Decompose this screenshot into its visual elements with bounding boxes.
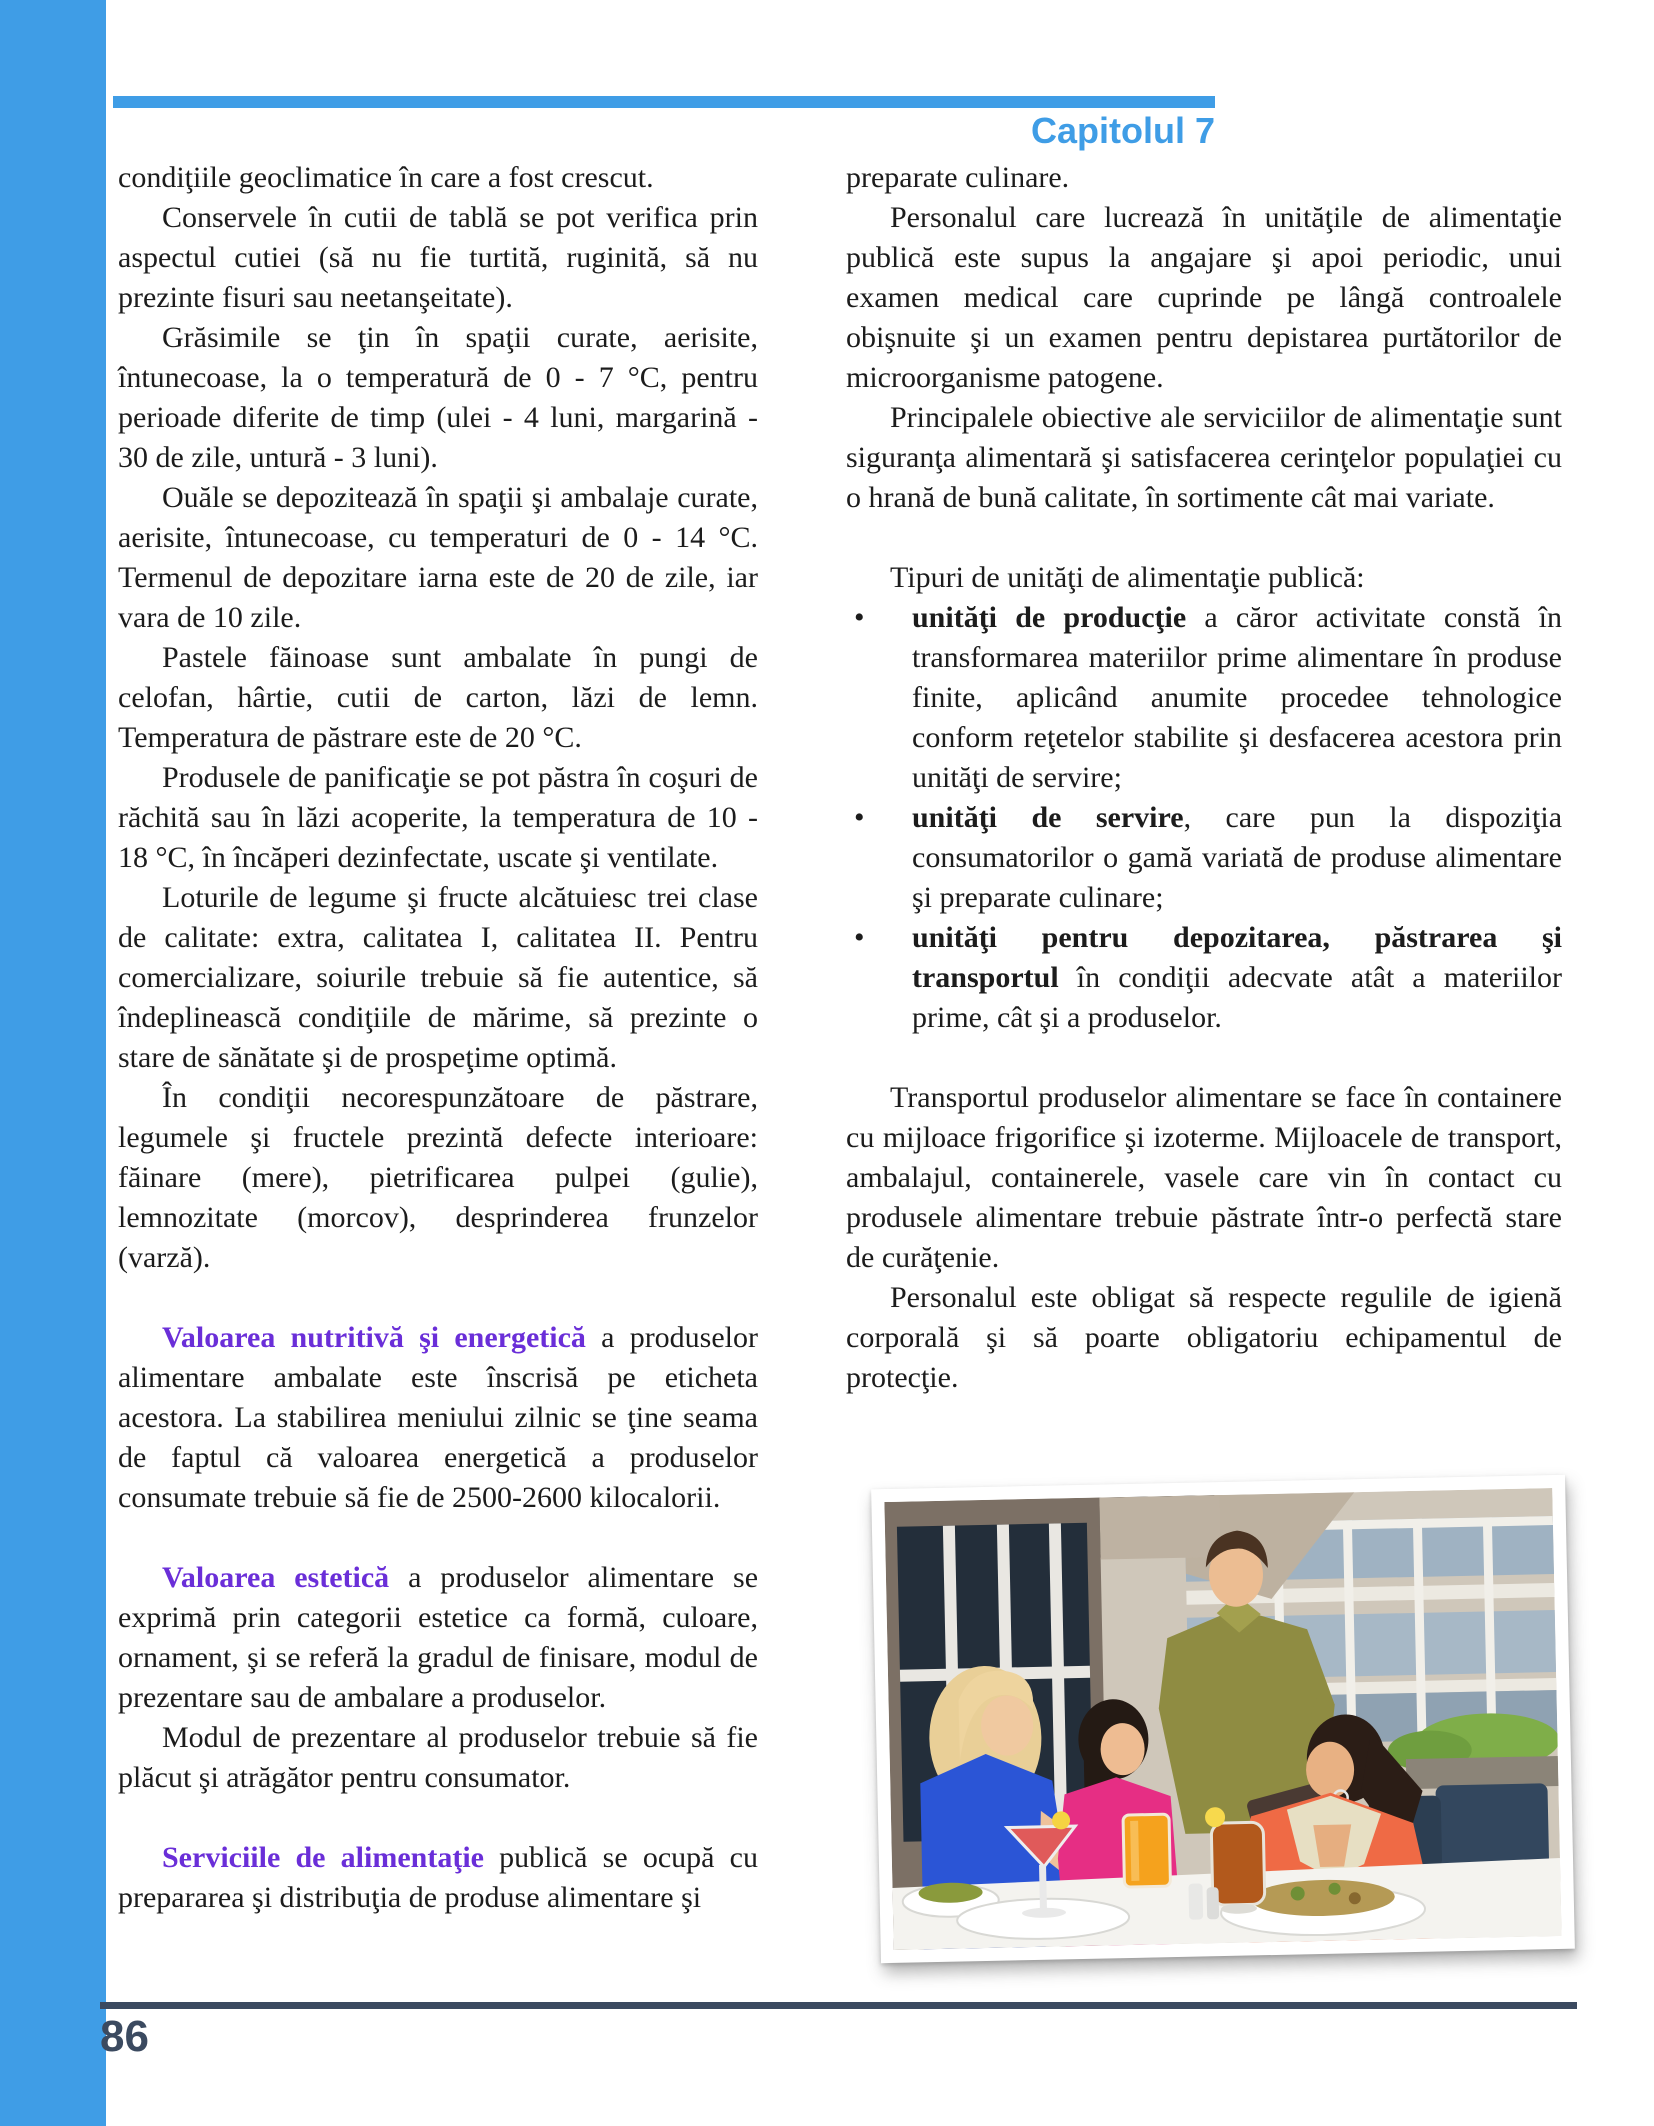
paragraph: Ouăle se depozitează în spaţii şi ambalaje curate, aerisite, întunecoase, cu temperaturi de 0 - 14 °C. Termenul de depozitare iarna este de 20 de zile, iar vara de 10 zile. xyxy=(118,481,758,634)
list-item-lead: unităţi pentru depozitarea, păstrarea şi transportul xyxy=(912,921,1562,994)
list-item-body: în condiţii adecvate atât a materiilor prime, cât şi a produselor. xyxy=(912,961,1562,1034)
heading-valoarea-nutritiva: Valoarea nutritivă şi energetică xyxy=(162,1321,586,1354)
list-item xyxy=(846,798,1562,918)
footer-rule xyxy=(100,2002,1577,2009)
bullet-icon: • xyxy=(854,801,865,834)
header-rule xyxy=(113,96,1215,108)
paragraph: Personalul care lucrează în unităţile de alimentaţie publică este supus la angajare şi apoi periodic, unui examen medical care cuprinde pe lângă controalele obişnuite şi un examen pentru depistarea purtătorilor de microorganisme patogene. xyxy=(846,201,1562,394)
heading-serviciile-de-alimentatie: Serviciile de alimentaţie xyxy=(162,1841,484,1874)
list-item-lead: unităţi de producţie xyxy=(912,601,1187,634)
chapter-heading: Capitolul 7 xyxy=(1030,110,1215,151)
right-column xyxy=(846,158,1562,1398)
paragraph: Pastele făinoase sunt ambalate în pungi de celofan, hârtie, cutii de carton, lăzi de lemn. Temperatura de păstrare este de 20 °C. xyxy=(118,641,758,754)
bullet-icon: • xyxy=(854,601,865,634)
list-item-text xyxy=(912,798,1562,918)
paragraph: În condiţii necorespunzătoare de păstrare, legumele şi fructele prezintă defecte interioare: făinare (mere), pietrificarea pulpei (gulie), lemnozitate (morcov), desprinderea frunzelor (varză). xyxy=(118,1081,758,1274)
restaurant-photo-scene xyxy=(884,1488,1561,1950)
paragraph: Grăsimile se ţin în spaţii curate, aerisite, întunecoase, la o temperatură de 0 - 7 °C, pentru perioade diferite de timp (ulei - 4 luni, margarină - 30 de zile, untură - 3 luni). xyxy=(118,321,758,474)
paragraph: condiţiile geoclimatice în care a fost crescut. xyxy=(118,161,654,194)
bullet-icon: • xyxy=(854,921,865,954)
list-item-body: , care pun la dispoziţia consumatorilor o gamă variată de produse alimentare şi preparate culinare; xyxy=(912,801,1563,914)
restaurant-photo xyxy=(871,1475,1575,1963)
paragraph-text: a produselor alimentare se exprimă prin categorii estetice ca formă, culoare, ornament, şi se referă la gradul de finisare, modul de prezentare sau de ambalare a produselor. xyxy=(118,1561,759,1714)
left-accent-bar xyxy=(0,0,106,2126)
heading-valoarea-estetica: Valoarea estetică xyxy=(162,1561,390,1594)
paragraph: Modul de prezentare al produselor trebuie să fie plăcut şi atrăgător pentru consumator. xyxy=(118,1721,758,1794)
paragraph: Personalul este obligat să respecte regulile de igienă corporală şi să poarte obligatoriu echipamentul de protecţie. xyxy=(846,1281,1562,1394)
paragraph: Principalele obiective ale serviciilor de alimentaţie sunt siguranţa alimentară şi satisfacerea cerinţelor populaţiei cu o hrană de bună calitate, în sortimente cât mai variate. xyxy=(846,401,1562,514)
paragraph-text: a produselor alimentare ambalate este înscrisă pe eticheta acestora. La stabilirea meniului zilnic se ţine seama de faptul că valoarea energetică a produselor consumate trebuie să fie de 2500-2600 kilocalorii. xyxy=(118,1321,758,1514)
page-number: 86 xyxy=(100,2012,149,2061)
paragraph: preparate culinare. xyxy=(846,161,1070,194)
paragraph: Produsele de panificaţie se pot păstra în coşuri de răchită sau în lăzi acoperite, la temperatura de 10 - 18 °C, în încăperi dezinfectate, uscate şi ventilate. xyxy=(118,761,758,874)
list-item-lead: unităţi de servire xyxy=(912,801,1184,834)
list-item xyxy=(846,918,1562,1038)
list-item-text xyxy=(912,598,1562,798)
paragraph: Loturile de legume şi fructe alcătuiesc trei clase de calitate: extra, calitatea I, calitatea II. Pentru comercializare, soiurile trebuie să fie autentice, să îndeplinească condiţiile de mărime, să prezinte o stare de sănătate şi de prospeţime optimă. xyxy=(118,881,758,1074)
paragraph: Conservele în cutii de tablă se pot verifica prin aspectul cutiei (să nu fie turtită, ruginită, să nu prezinte fisuri sau neetanşeitate). xyxy=(118,201,758,314)
list-item-body: a căror activitate constă în transformarea materiilor prime alimentare în produse finite, aplicând anumite procedee tehnologice conform reţetelor stabilite şi desfacerea acestora prin unităţi de servire; xyxy=(912,601,1562,794)
paragraph-valoarea-estetica xyxy=(118,1558,758,1718)
paragraph-tipuri-intro: Tipuri de unităţi de alimentaţie publică: xyxy=(890,561,1365,594)
list-item-text xyxy=(912,918,1562,1038)
paragraph-valoarea-nutritiva xyxy=(118,1318,758,1518)
left-column xyxy=(118,158,758,1918)
list-item xyxy=(846,598,1562,798)
paragraph-text: publică se ocupă cu prepararea şi distribuţia de produse alimentare şi xyxy=(118,1841,758,1914)
paragraph: Transportul produselor alimentare se face în containere cu mijloace frigorifice şi izoterme. Mijloacele de transport, ambalajul, containerele, vasele care vin în contact cu produsele alimentare trebuie păstrate într-o perfectă stare de curăţenie. xyxy=(846,1081,1562,1274)
paragraph-serviciile xyxy=(118,1838,758,1918)
unit-types-list xyxy=(846,598,1562,1038)
